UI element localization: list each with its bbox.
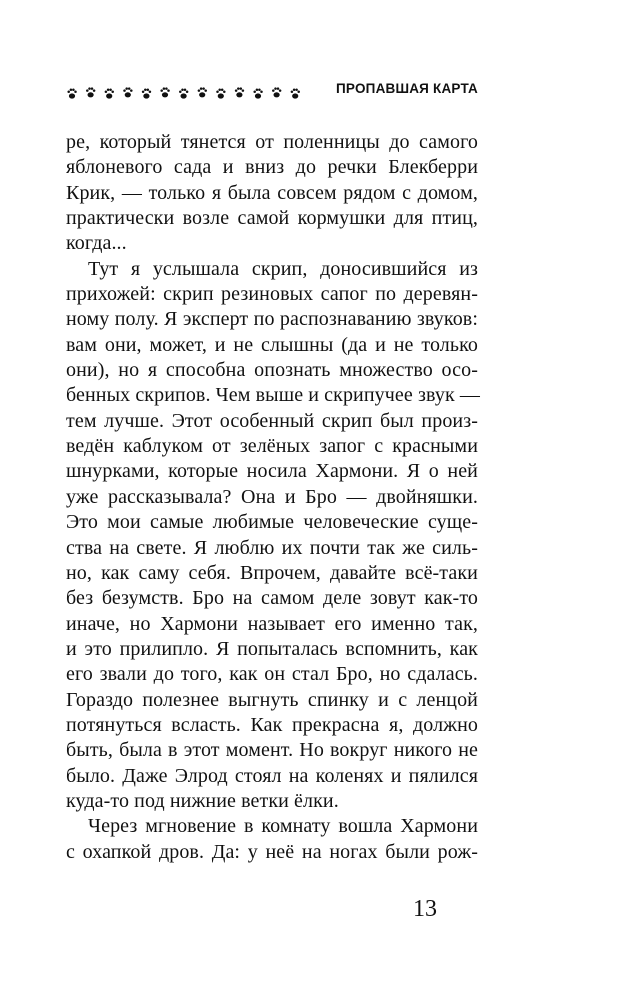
text-line: Тут я услышала скрип, доносившийся из xyxy=(88,257,478,280)
paw-print-icon xyxy=(291,89,300,99)
running-header xyxy=(66,78,478,104)
text-line: ному полу. Я эксперт по распознаванию звуков: xyxy=(66,308,478,331)
text-line: вам они, может, и не слышны (да и не только xyxy=(66,333,478,356)
text-line: шнурками, которые носила Хармони. Я о ней xyxy=(66,460,478,483)
text-line: яблоневого сада и вниз до речки Блекберри xyxy=(66,156,478,179)
text-line: потянуться всласть. Как прекрасна я, должно xyxy=(66,713,478,736)
text-line: Это мои самые любимые человеческие суще- xyxy=(66,511,478,534)
text-line: было. Даже Элрод стоял на коленях и пялился xyxy=(66,764,478,787)
paw-print-icon xyxy=(160,87,169,97)
paw-print-icon xyxy=(235,87,244,97)
paw-print-icon xyxy=(216,89,225,99)
page-number: 13 xyxy=(413,896,437,922)
text-line: Гораздо полезнее выгнуть спинку и с ленцой xyxy=(66,688,478,711)
paw-print-icon xyxy=(86,87,95,97)
paw-print-icon xyxy=(198,87,207,97)
paw-print-icon xyxy=(105,89,114,99)
text-line: ства на свете. Я люблю их почти так же силь- xyxy=(66,536,478,559)
paw-ornament-row xyxy=(66,78,314,104)
text-line: но, как саму себя. Впрочем, давайте всё-таки xyxy=(66,561,478,584)
paw-print-icon xyxy=(67,89,76,99)
paw-print-icon xyxy=(123,87,132,97)
text-line: быть, была в этот момент. Но вокруг никого не xyxy=(66,739,478,762)
text-line: и это прилипло. Я попыталась вспомнить, как xyxy=(66,637,478,660)
text-line: практически возле самой кормушки для птиц, xyxy=(66,207,478,230)
text-line: ре, который тянется от поленницы до самого xyxy=(66,131,478,153)
text-line: когда... xyxy=(66,232,127,255)
text-line: Через мгновение в комнату вошла Хармони xyxy=(88,815,478,838)
paw-print-icon xyxy=(253,89,262,99)
paw-print-icon xyxy=(272,87,281,97)
text-line: ведён каблуком от зелёных запог с красными xyxy=(66,435,478,458)
text-line: его звали до того, как он стал Бро, но сдалась. xyxy=(66,663,478,686)
text-line: без безумств. Бро на самом деле зовут как-то xyxy=(66,587,478,610)
text-line: куда-то под нижние ветки ёлки. xyxy=(66,789,339,812)
text-line: бенных скрипов. Чем выше и скрипучее звук — xyxy=(66,384,480,407)
text-line: тем лучше. Этот особенный скрип был произ- xyxy=(66,409,478,432)
body-text xyxy=(66,130,478,865)
text-line: прихожей: скрип резиновых сапог по деревян- xyxy=(66,283,478,306)
text-line: уже рассказывала? Она и Бро — двойняшки. xyxy=(66,485,478,508)
paw-print-icon xyxy=(179,89,188,99)
text-line: иначе, но Хармони называет его именно так, xyxy=(66,612,478,635)
running-title: ПРОПАВШАЯ КАРТА xyxy=(336,81,478,96)
text-line: с охапкой дров. Да: у неё на ногах были рож- xyxy=(66,840,478,863)
text-line: Крик, — только я была совсем рядом с домом, xyxy=(66,181,478,204)
paw-print-icon xyxy=(142,89,151,99)
paw-ornament-graphic xyxy=(66,78,314,104)
text-line: они), но я способна опознать множество осо- xyxy=(66,359,478,382)
